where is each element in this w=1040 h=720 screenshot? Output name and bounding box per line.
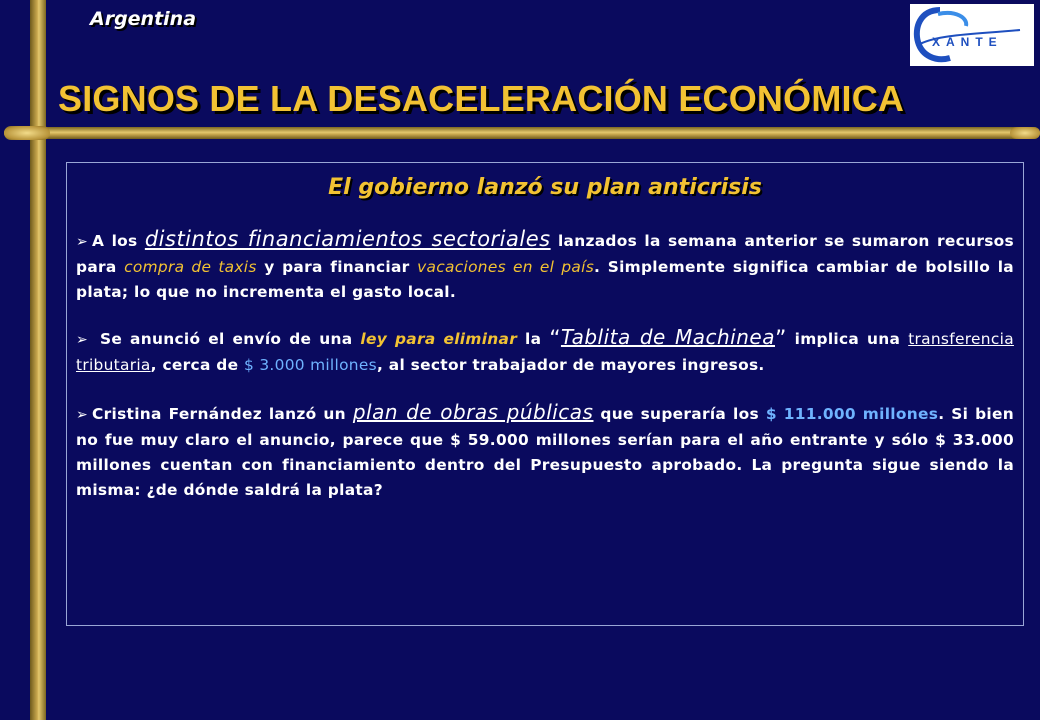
p3-highlight-amount: $ 111.000 millones <box>765 405 939 423</box>
p3-text-e: . Si bien no fue muy claro el anuncio, parece que $ 59.000 millones serían para el año entrante y sólo $ 33.000 millones cuentan con financiamiento dentro del Presupuesto aprobado. La pregunta sigue siendo la misma: ¿de dónde saldrá la plata? <box>76 405 1015 499</box>
p1-highlight-financiamientos: distintos financiamientos sectoriales <box>144 227 551 251</box>
p2-highlight-amount: $ 3.000 millones <box>244 356 377 374</box>
paragraph-obras-publicas <box>76 400 1014 503</box>
p2-highlight-ley: ley para eliminar <box>360 330 518 348</box>
p3-highlight-obras: plan de obras públicas <box>352 400 594 424</box>
p2-highlight-tablita: Tablita de Machinea <box>560 325 775 349</box>
p1-highlight-taxis: compra de taxis <box>124 258 257 276</box>
bar-left-knob <box>4 126 50 140</box>
p2-text-c: la <box>525 330 542 348</box>
content-box <box>66 162 1024 626</box>
paragraph-tablita <box>76 325 1014 378</box>
p2-quote-open: “ <box>549 327 561 352</box>
p2-text-e: implica una <box>794 330 901 348</box>
country-label: Argentina <box>90 8 197 30</box>
p1-highlight-vacaciones: vacaciones en el país <box>417 258 595 276</box>
svg-text:XANTE: XANTE <box>932 35 1003 49</box>
arrow-bullet-icon: ➢ <box>76 332 89 348</box>
p2-highlight-transferencia: transferencia tributaria <box>76 330 1014 374</box>
p1-text-c: lanzados la semana anterior se sumaron recursos para <box>76 232 1015 276</box>
horizontal-gold-bar <box>4 127 1040 139</box>
p1-text-g: . Simplemente significa cambiar de bolsillo la plata; lo que no incrementa el gasto local. <box>76 258 1014 301</box>
content-subtitle: El gobierno lanzó su plan anticrisis <box>328 175 762 200</box>
p2-quote-close: ” <box>774 327 787 352</box>
paragraph-financiamientos <box>76 227 1014 305</box>
bar-right-knob <box>1010 127 1040 139</box>
arrow-bullet-icon: ➢ <box>76 407 89 423</box>
arrow-bullet-icon: ➢ <box>76 234 89 250</box>
p3-text-a: Cristina Fernández lanzó un <box>92 405 346 423</box>
p2-text-a: Se anunció el envío de una <box>99 330 353 348</box>
page-title: SIGNOS DE LA DESACELERACIÓN ECONÓMICA <box>58 78 905 119</box>
vertical-gold-bar <box>30 0 46 720</box>
p1-text-e: y para financiar <box>264 258 410 276</box>
p2-text-g: , cerca de <box>150 356 239 374</box>
exante-logo <box>910 4 1034 66</box>
p3-text-c: que superaría los <box>600 405 759 423</box>
p2-text-i: , al sector trabajador de mayores ingresos. <box>376 356 765 374</box>
p1-text-a: A los <box>92 232 138 250</box>
